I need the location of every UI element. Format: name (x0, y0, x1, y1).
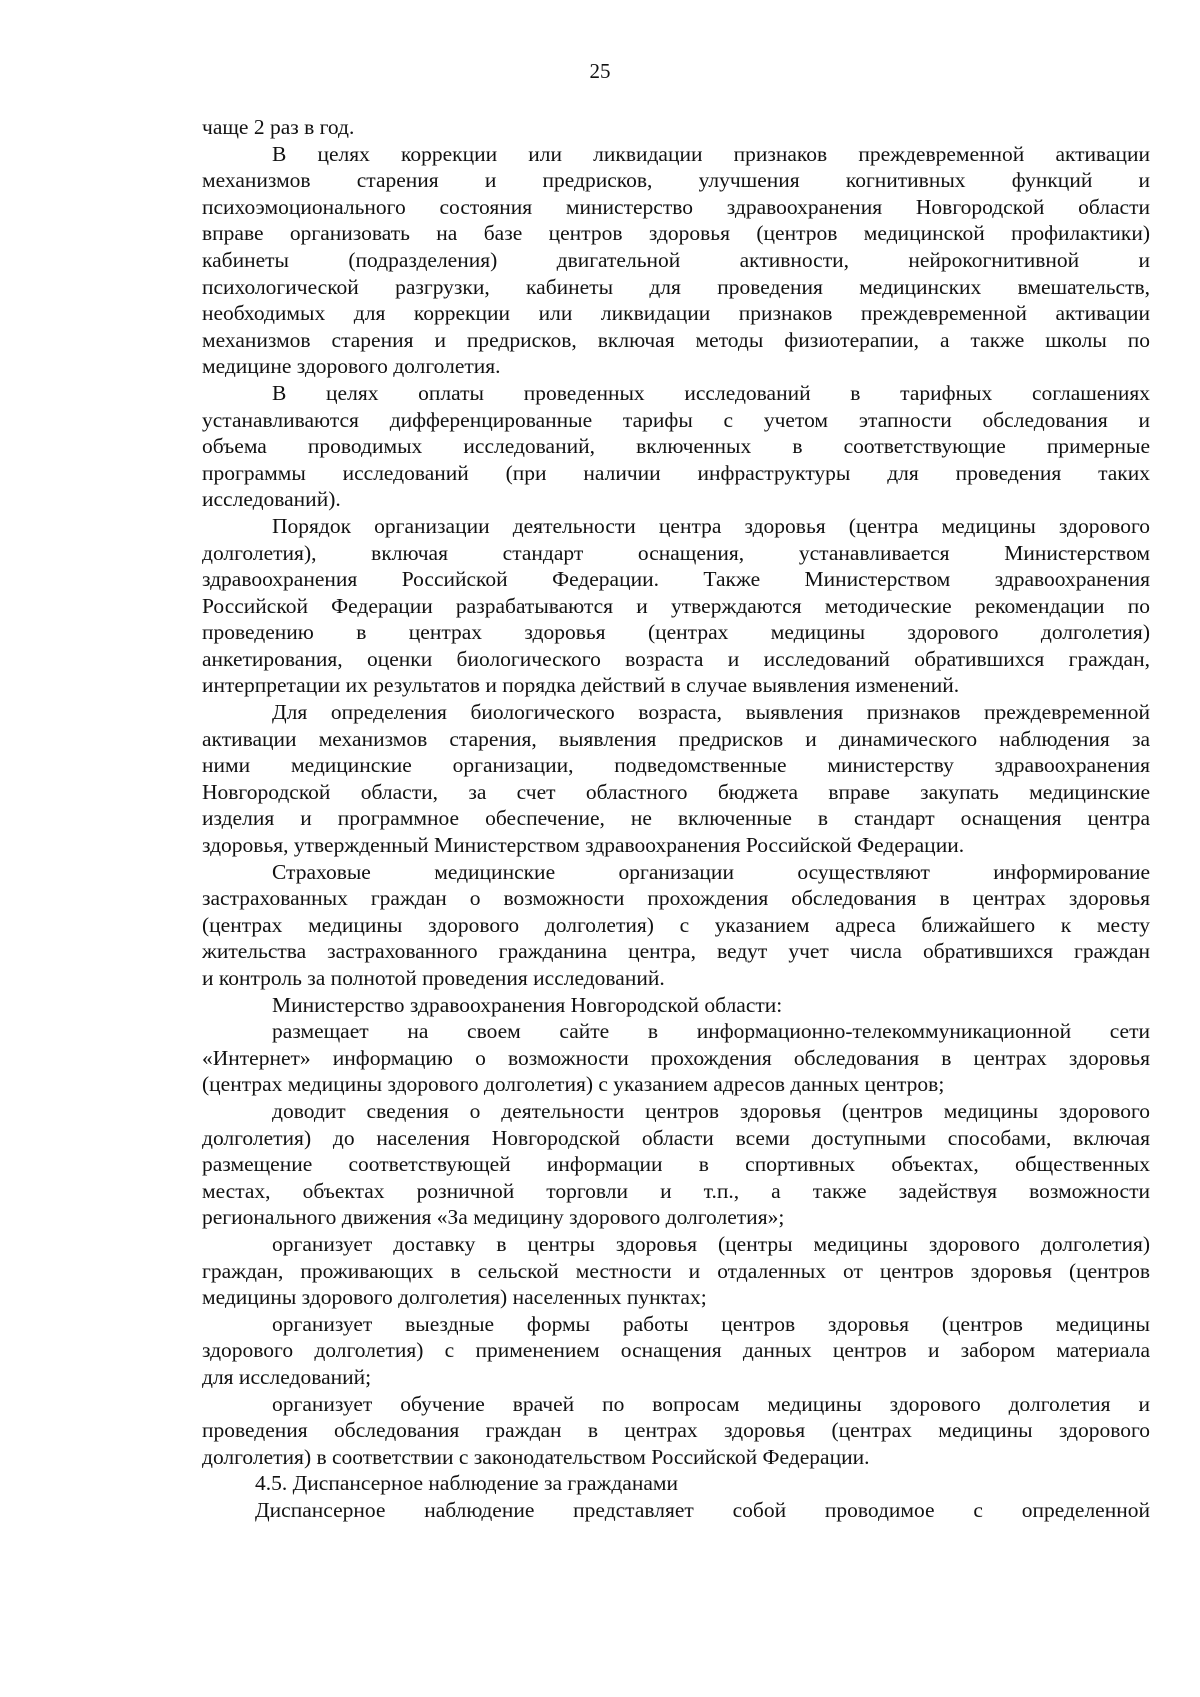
text-line: здорового долголетия) с применением оснащения данных центров и забором материала (202, 1338, 1150, 1363)
text-line: организует выездные формы работы центров здоровья (центров медицины (272, 1311, 1150, 1336)
text-line: здравоохранения Российской Федерации. Также Министерством здравоохранения (202, 567, 1150, 592)
text-line: (центрах медицины здорового долголетия) с указанием адреса ближайшего к месту (202, 912, 1150, 937)
text-line: исследований). (202, 487, 341, 512)
text-line: жительства застрахованного гражданина центра, ведут учет числа обратившихся граждан (202, 939, 1150, 964)
text-line: долголетия), включая стандарт оснащения, устанавливается Министерством (202, 540, 1150, 565)
text-line: вправе организовать на базе центров здоровья (центров медицинской профилактики) (202, 221, 1150, 246)
text-line: активации механизмов старения, выявления предрисков и динамического наблюдения за (202, 726, 1150, 751)
text-line: изделия и программное обеспечение, не включенные в стандарт оснащения центра (202, 806, 1150, 831)
text-line: кабинеты (подразделения) двигательной активности, нейрокогнитивной и (202, 247, 1150, 272)
text-line: размещение соответствующей информации в спортивных объектах, общественных (202, 1152, 1150, 1177)
text-line: Российской Федерации разрабатываются и утверждаются методические рекомендации по (202, 593, 1150, 618)
text-line: (центрах медицины здорового долголетия) с указанием адресов данных центров; (202, 1072, 945, 1097)
text-line: механизмов старения и предрисков, улучшения когнитивных функций и (202, 168, 1150, 193)
text-line: граждан, проживающих в сельской местности и отдаленных от центров здоровья (центров (202, 1258, 1150, 1283)
text-line: Новгородской области, за счет областного бюджета вправе закупать медицинские (202, 779, 1150, 804)
text-line: Страховые медицинские организации осуществляют информирование (272, 859, 1150, 884)
text-line: устанавливаются дифференцированные тарифы с учетом этапности обследования и (202, 407, 1150, 432)
text-line: В целях коррекции или ликвидации признаков преждевременной активации (272, 141, 1150, 166)
page-number: 25 (589, 59, 611, 83)
text-line: программы исследований (при наличии инфраструктуры для проведения таких (202, 460, 1150, 485)
text-line: размещает на своем сайте в информационно-телекоммуникационной сети (272, 1019, 1150, 1044)
text-line: необходимых для коррекции или ликвидации признаков преждевременной активации (202, 301, 1150, 326)
text-line: ними медицинские организации, подведомственные министерству здравоохранения (202, 753, 1150, 778)
text-line: организует обучение врачей по вопросам медицины здорового долголетия и (272, 1391, 1150, 1416)
text-line: долголетия) до населения Новгородской области всеми доступными способами, включая (202, 1125, 1150, 1150)
text-line: и контроль за полнотой проведения исследований. (202, 966, 665, 990)
text-line: организует доставку в центры здоровья (центры медицины здорового долголетия) (272, 1231, 1150, 1256)
text-line: Для определения биологического возраста, выявления признаков преждевременной (272, 700, 1150, 725)
text-line: регионального движения «За медицину здорового долголетия»; (202, 1205, 785, 1230)
text-line: психологической разгрузки, кабинеты для проведения медицинских вмешательств, (202, 274, 1150, 299)
text-line: долголетия) в соответствии с законодательством Российской Федерации. (202, 1444, 870, 1469)
text-line: чаще 2 раз в год. (202, 115, 355, 139)
text-line: Министерство здравоохранения Новгородской области: (272, 992, 783, 1017)
text-line: застрахованных граждан о возможности прохождения обследования в центрах здоровья (202, 886, 1150, 911)
text-line: местах, объектах розничной торговли и т.п., а также задействуя возможности (202, 1178, 1150, 1203)
text-line: доводит сведения о деятельности центров здоровья (центров медицины здорового (272, 1098, 1150, 1123)
text-line: для исследований; (202, 1364, 372, 1389)
text-line: объема проводимых исследований, включенных в соответствующие примерные (202, 434, 1150, 459)
text-line: анкетирования, оценки биологического возраста и исследований обратившихся граждан, (202, 646, 1150, 671)
document-body (202, 114, 1150, 1523)
text-line: проведению в центрах здоровья (центрах медицины здорового долголетия) (202, 620, 1150, 645)
text-line: «Интернет» информацию о возможности прохождения обследования в центрах здоровья (202, 1045, 1150, 1070)
text-line: механизмов старения и предрисков, включая методы физиотерапии, а также школы по (202, 327, 1150, 352)
text-line: Порядок организации деятельности центра здоровья (центра медицины здорового (272, 513, 1150, 538)
text-line: здоровья, утвержденный Министерством здравоохранения Российской Федерации. (202, 833, 965, 858)
text-line: 4.5. Диспансерное наблюдение за гражданами (255, 1471, 679, 1496)
text-line: Диспансерное наблюдение представляет собой проводимое с определенной (255, 1497, 1150, 1522)
text-line: медицины здорового долголетия) населенных пунктах; (202, 1285, 707, 1310)
text-line: проведения обследования граждан в центрах здоровья (центрах медицины здорового (202, 1418, 1150, 1443)
text-line: психоэмоционального состояния министерство здравоохранения Новгородской области (202, 194, 1150, 219)
text-line: медицине здорового долголетия. (202, 354, 501, 379)
text-line: В целях оплаты проведенных исследований в тарифных соглашениях (272, 380, 1150, 405)
text-line: интерпретации их результатов и порядка действий в случае выявления изменений. (202, 673, 960, 698)
